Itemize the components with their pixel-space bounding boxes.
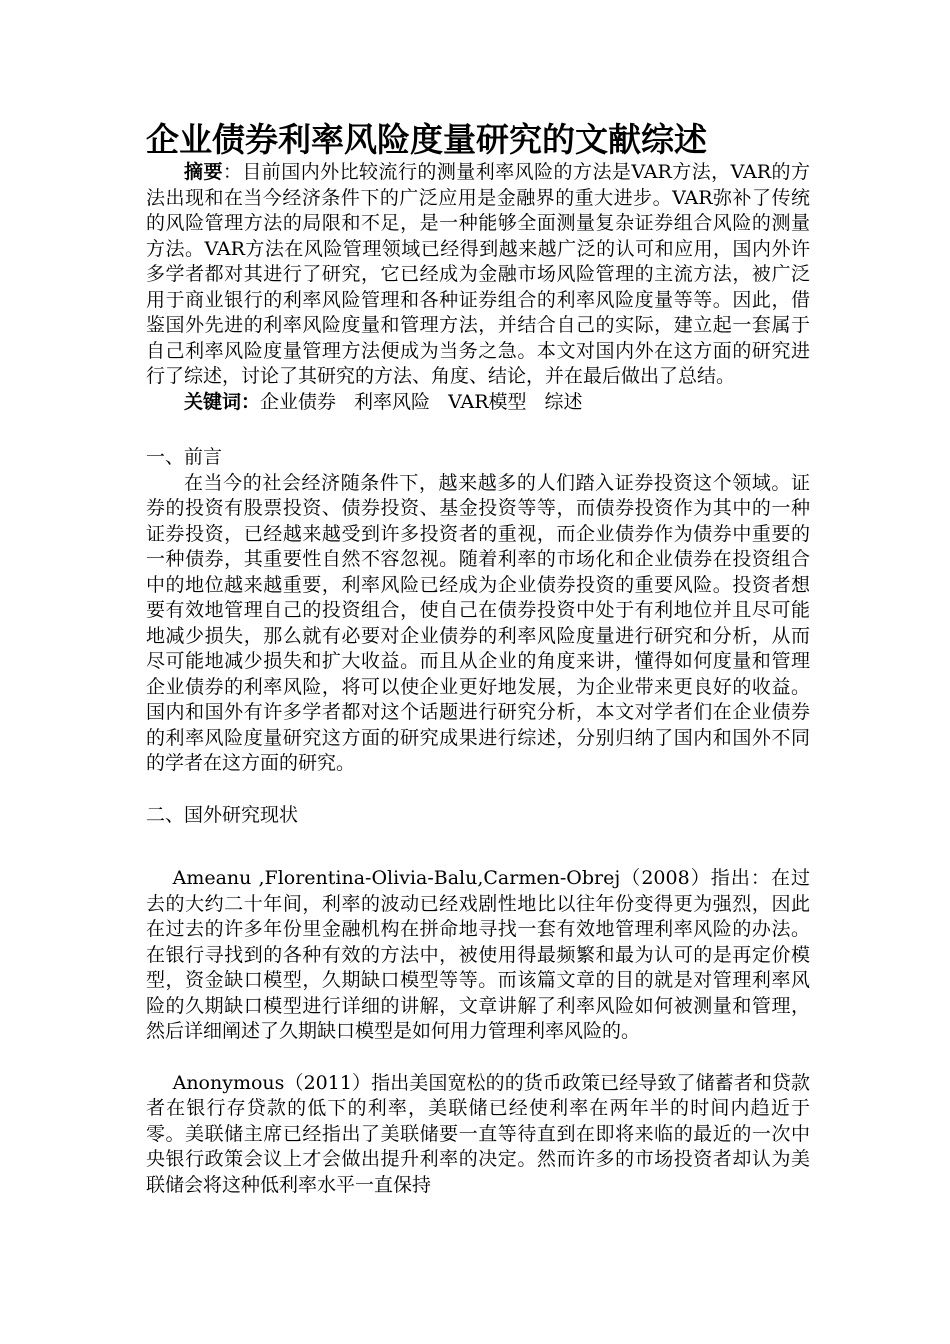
keywords-label: 关键词 <box>184 390 242 413</box>
document-title: 企业债券利率风险度量研究的文献综述 <box>146 120 707 159</box>
spacer <box>146 828 810 866</box>
section-heading-intro: 一、前言 <box>146 446 223 468</box>
keyword-item: 利率风险 <box>354 390 431 413</box>
document-page <box>146 120 810 1198</box>
section-heading-foreign-research: 二、国外研究现状 <box>146 803 299 826</box>
spacer <box>146 777 810 803</box>
keyword-item: VAR模型 <box>448 390 527 413</box>
abstract-text: 目前国内外比较流行的测量利率风险的方法是VAR方法，VAR的方法出现和在当今经济条件下的广泛应用是金融界的重大进步。VAR弥补了传统的风险管理方法的局限和不足，是一种能够全面测量复杂证券组合风险的测量方法。VAR方法在风险管理领域已经得到越来越广泛的认可和应用，国内外许多学者都对其进行了研究，它已经成为金融市场风险管理的主流方法，被广泛用于商业银行的利率风险管理和各种证券组合的利率风险度量等等。因此，借鉴国外先进的利率风险度量和管理方法，并结合自己的实际，建立起一套属于自己利率风险度量管理方法便成为当务之急。本文对国内外在这方面的研究进行了综述，讨论了其研究的方法、角度、结论，并在最后做出了总结。 <box>146 161 810 387</box>
keyword-item: 综述 <box>544 390 583 413</box>
research-paragraph-anonymous: Anonymous（2011）指出美国宽松的的货币政策已经导致了储蓄者和贷款者在银行存贷款的低下的利率，美联储已经使利率在两年半的时间内趋近于零。美联储主席已经指出了美联储要一直等待直到在即将来临的最近的一次中央银行政策会议上才会做出提升利率的决定。然而许多的市场投资者却认为美联储会将这种低利率水平一直保持 <box>146 1071 810 1196</box>
abstract-label: 摘要 <box>184 161 223 183</box>
spacer <box>146 1045 810 1071</box>
spacer <box>146 415 810 445</box>
abstract-paragraph <box>146 160 810 390</box>
intro-paragraph: 在当今的社会经济随条件下，越来越多的人们踏入证券投资这个领域。证券的投资有股票投资、债券投资、基金投资等等，而债券投资作为其中的一种证券投资，已经越来越受到许多投资者的重视，而企业债券作为债券中重要的一种债券，其重要性自然不容忽视。随着利率的市场化和企业债券在投资组合中的地位越来越重要，利率风险已经成为企业债券投资的重要风险。投资者想要有效地管理自己的投资组合，使自己在债券投资中处于有利地位并且尽可能地减少损失，那么就有必要对企业债券的利率风险度量进行研究和分析，从而尽可能地减少损失和扩大收益。而且从企业的角度来讲，懂得如何度量和管理企业债券的利率风险，将可以使企业更好地发展，为企业带来更良好的收益。国内和国外有许多学者都对这个话题进行研究分析，本文对学者们在企业债券的利率风险度量研究这方面的研究成果进行综述，分别归纳了国内和国外不同的学者在这方面的研究。 <box>146 471 810 774</box>
keywords-line <box>146 390 810 416</box>
keywords-colon: ： <box>241 390 261 413</box>
research-paragraph-ameanu: Ameanu ,Florentina-Olivia-Balu,Carmen-Obrej（2008）指出：在过去的大约二十年间，利率的波动已经戏剧性地比以往年份变得更为强烈，因此在过去的许多年份里金融机构在拼命地寻找一套有效地管理利率风险的办法。在银行寻找到的各种有效的方法中，被使用得最频繁和最为认可的是再定价模型，资金缺口模型，久期缺口模型等等。而该篇文章的目的就是对管理利率风险的久期缺口模型进行详细的讲解，文章讲解了利率风险如何被测量和管理，然后详细阐述了久期缺口模型是如何用力管理利率风险的。 <box>146 867 810 1042</box>
abstract-colon: ： <box>222 161 243 183</box>
keyword-item: 企业债券 <box>260 390 337 413</box>
